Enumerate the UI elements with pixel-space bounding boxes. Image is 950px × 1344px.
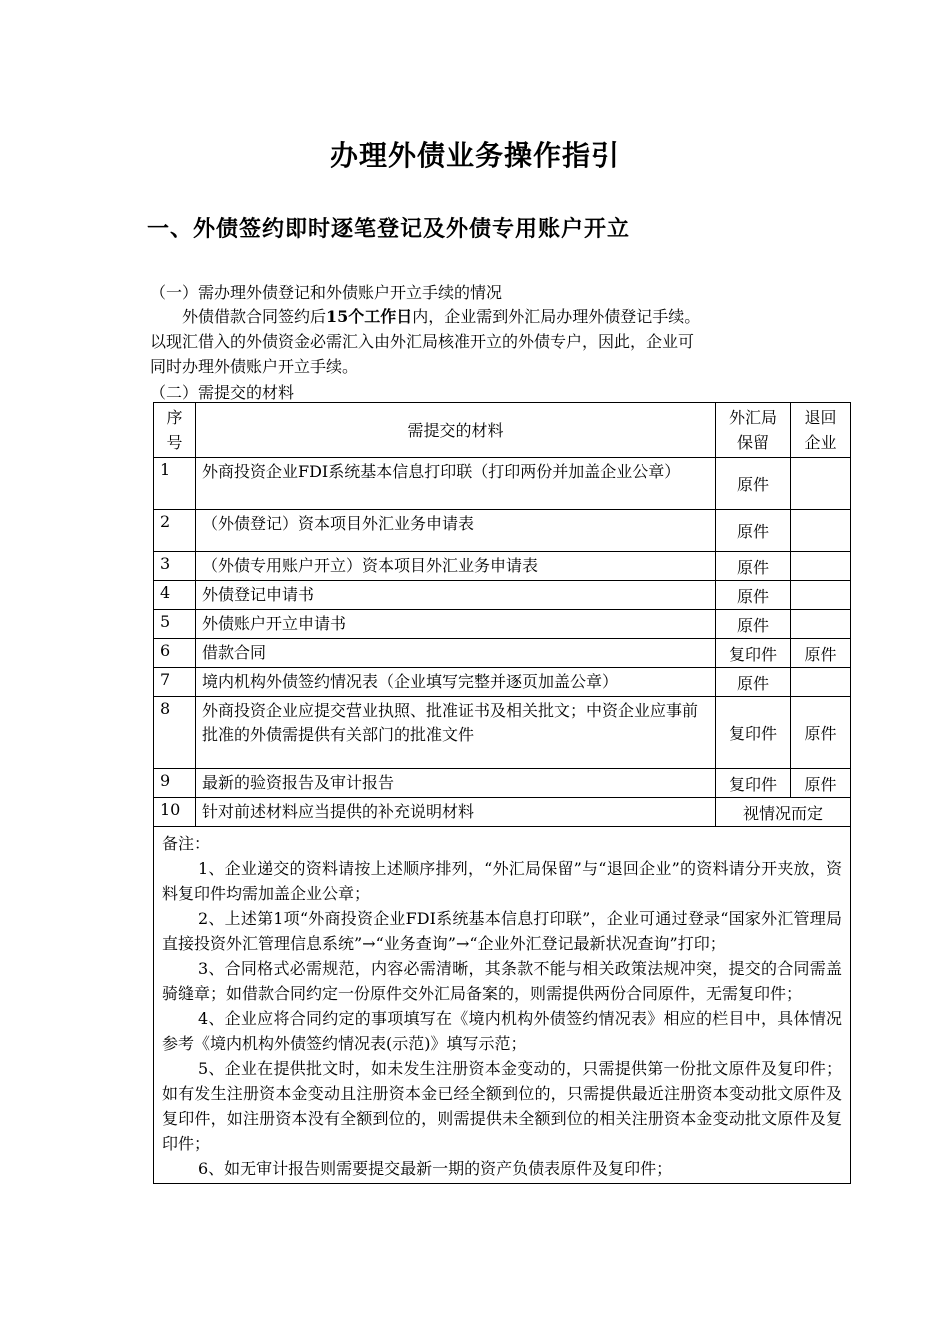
header-no: 序 号	[154, 403, 196, 458]
document-title: 办理外债业务操作指引	[329, 139, 620, 172]
notes-cell	[154, 827, 851, 1184]
note-item: 5、企业在提供批文时，如未发生注册资本金变动的，只需提供第一份批文原件及复印件；如有发生注册资本金变动且注册资本金已经全额到位的，只需提供最近注册资本变动批文原件及复印件，如注册资本没有全额到位的，则需提供未全额到位的相关注册资本金变动批文原件及复印件；	[162, 1059, 842, 1153]
row-no: 5	[154, 610, 196, 639]
header-material: 需提交的材料	[196, 403, 716, 458]
row-keep: 原件	[716, 552, 791, 581]
section-heading: 一、外债签约即时逐笔登记及外债专用账户开立	[147, 216, 631, 242]
row-material: （外债专用账户开立）资本项目外汇业务申请表	[196, 552, 716, 581]
subsection-heading-1: （一）需办理外债登记和外债账户开立手续的情况	[150, 283, 503, 302]
para-prefix: 外债借款合同签约后	[182, 307, 327, 326]
row-no: 4	[154, 581, 196, 610]
row-no: 6	[154, 639, 196, 668]
row-keep: 复印件	[716, 639, 791, 668]
table-row	[154, 798, 851, 827]
row-no: 10	[154, 798, 196, 827]
row-no: 8	[154, 697, 196, 769]
notes-title: 备注：	[162, 834, 211, 853]
table-row	[154, 769, 851, 798]
row-material: 外商投资企业FDI系统基本信息打印联（打印两份并加盖企业公章）	[196, 458, 716, 510]
header-return: 退回 企业	[791, 403, 851, 458]
table-row	[154, 581, 851, 610]
row-material: 外债登记申请书	[196, 581, 716, 610]
row-return: 原件	[791, 769, 851, 798]
table-header-row	[154, 403, 851, 458]
materials-table	[153, 402, 851, 1184]
note-item: 1、企业递交的资料请按上述顺序排列，“外汇局保留”与“退回企业”的资料请分开夹放，资料复印件均需加盖企业公章；	[162, 859, 842, 903]
intro-paragraph	[150, 304, 810, 379]
row-material: 境内机构外债签约情况表（企业填写完整并逐页加盖公章）	[196, 668, 716, 697]
paragraph-line-1	[150, 304, 810, 329]
table-row	[154, 697, 851, 769]
row-material: 最新的验资报告及审计报告	[196, 769, 716, 798]
row-no: 3	[154, 552, 196, 581]
header-keep: 外汇局 保留	[716, 403, 791, 458]
row-return	[791, 610, 851, 639]
paragraph-line-3: 同时办理外债账户开立手续。	[150, 357, 359, 376]
row-no: 9	[154, 769, 196, 798]
row-no: 2	[154, 510, 196, 552]
row-material: （外债登记）资本项目外汇业务申请表	[196, 510, 716, 552]
row-return	[791, 581, 851, 610]
note-item: 3、合同格式必需规范，内容必需清晰，其条款不能与相关政策法规冲突，提交的合同需盖骑缝章；如借款合同约定一份原件交外汇局备案的，则需提供两份合同原件，无需复印件；	[162, 959, 842, 1003]
row-keep: 原件	[716, 581, 791, 610]
table-row	[154, 639, 851, 668]
row-keep: 复印件	[716, 697, 791, 769]
row-material: 外债账户开立申请书	[196, 610, 716, 639]
row-keep: 原件	[716, 458, 791, 510]
note-item: 4、企业应将合同约定的事项填写在《境内机构外债签约情况表》相应的栏目中，具体情况参考《境内机构外债签约情况表(示范)》填写示范；	[162, 1009, 842, 1053]
row-keep: 复印件	[716, 769, 791, 798]
table-row	[154, 552, 851, 581]
row-return: 原件	[791, 697, 851, 769]
row-return: 原件	[791, 639, 851, 668]
row-return	[791, 510, 851, 552]
row-return	[791, 552, 851, 581]
subsection-heading-2: （二）需提交的材料	[150, 383, 295, 402]
paragraph-line-2: 以现汇借入的外债资金必需汇入由外汇局核准开立的外债专户，因此，企业可	[150, 332, 695, 351]
notes-row	[154, 827, 851, 1184]
row-material: 借款合同	[196, 639, 716, 668]
note-item: 6、如无审计报告则需要提交最新一期的资产负债表原件及复印件；	[198, 1159, 673, 1178]
row-no: 7	[154, 668, 196, 697]
row-return	[791, 668, 851, 697]
para-suffix: 内，企业需到外汇局办理外债登记手续。	[412, 307, 701, 326]
row-no: 1	[154, 458, 196, 510]
row-keep: 原件	[716, 510, 791, 552]
row-keep: 原件	[716, 610, 791, 639]
row-keep: 原件	[716, 668, 791, 697]
para-bold-deadline: 15个工作日	[326, 307, 413, 326]
row-return	[791, 458, 851, 510]
row-merged-status: 视情况而定	[716, 798, 851, 827]
note-item: 2、上述第1项“外商投资企业FDI系统基本信息打印联”，企业可通过登录“国家外汇管理局直接投资外汇管理信息系统”→“业务查询”→“企业外汇登记最新状况查询”打印；	[162, 909, 842, 953]
table-row	[154, 458, 851, 510]
table-row	[154, 668, 851, 697]
table-row	[154, 610, 851, 639]
row-material: 外商投资企业应提交营业执照、批准证书及相关批文；中资企业应事前批准的外债需提供有关部门的批准文件	[196, 697, 716, 769]
table-row	[154, 510, 851, 552]
row-material: 针对前述材料应当提供的补充说明材料	[196, 798, 716, 827]
